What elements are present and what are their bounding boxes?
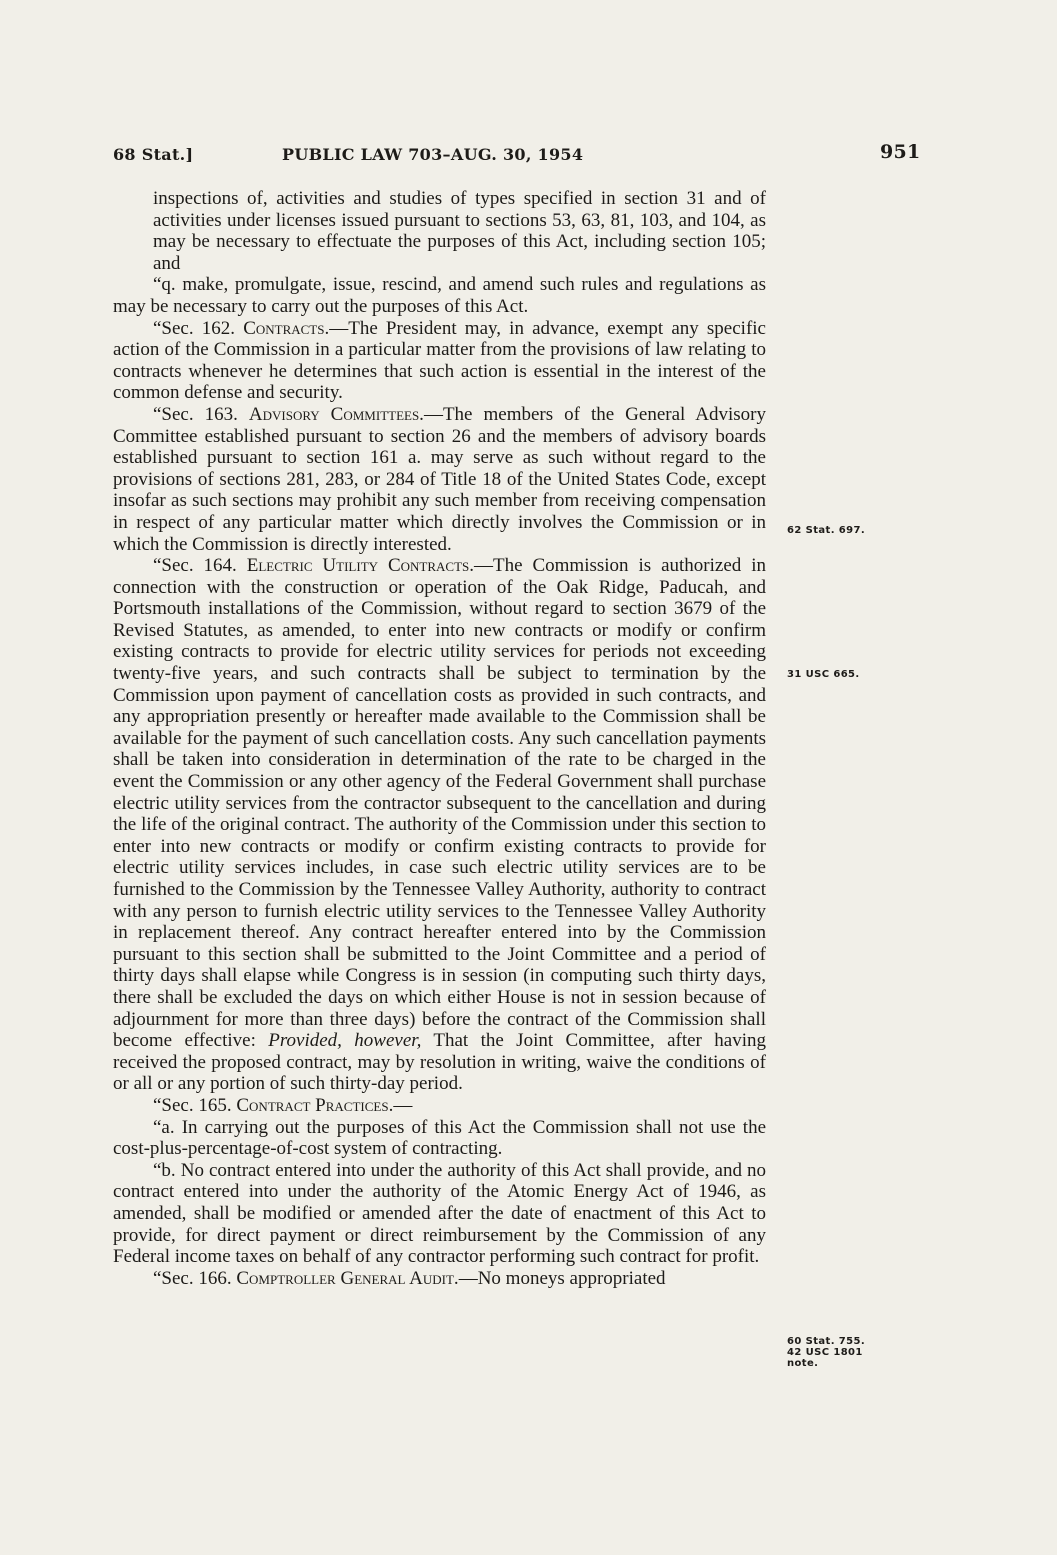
section-163-heading: Advisory Committees. — [248, 403, 424, 425]
section-165-heading: Contract Practices. — [236, 1094, 394, 1116]
section-164-text: —The Commission is authorized in connection with the construction or operation of the Oak Ridge, Paducah, and Portsmouth installations of the Commission, without regard to section 3679 of the Revised Statutes, as amended, to enter into new contracts or modify or confirm existing contracts to provide for electric utility services for periods not exceeding twenty-five years, and such contracts shall be subject to termination by the Commission upon payment of cancellation costs as provided in such contracts, and any appropriation presently or hereafter made available to the Commission shall be available for the payment of such cancellation costs. Any such cancellation payments shall be taken into consideration in determination of the rate to be charged in the event the Commission or any other agency of the Federal Government shall purchase electric utility services from the contractor subsequent to the cancellation and during the life of the original contract. The authority of the Commission under this section to enter into new contracts or modify or confirm existing contracts to provide for electric utility services includes, in case such electric utility services are to be furnished to the Commission by the Tennessee Valley Authority, authority to contract with any person to furnish electric utility services to the Tennessee Valley Authority in replacement thereof. Any contract hereafter entered into by the Commission pursuant to this section shall be submitted to the Joint Committee and a period of thirty days shall elapse while Congress is in session (in computing such thirty days, there shall be excluded the days on which either House is not in session because of adjournment for more than three days) before the contract of the Commission shall become effective: — [113, 555, 766, 1052]
section-164-number: “Sec. 164. — [153, 555, 247, 577]
margin-note-line: 60 Stat. 755. — [787, 1336, 866, 1347]
section-166-text: —No moneys appropriated — [458, 1267, 666, 1289]
margin-note-62-stat: 62 Stat. 697. — [787, 525, 866, 536]
section-163 — [113, 404, 766, 555]
section-166-heading: Comptroller General Audit. — [236, 1267, 459, 1289]
section-165-dash: — — [393, 1094, 413, 1116]
page-title: PUBLIC LAW 703–AUG. 30, 1954 — [282, 145, 584, 164]
section-163-text: —The members of the General Advisory Committee established pursuant to section 26 and the members of advisory boards established pursuant to section 161 a. may serve as such without regard to the provisions of sections 281, 283, or 284 of Title 18 of the United States Code, except insofar as such sections may prohibit any such member from receiving compensation in respect of any particular matter which directly involves the Commission or in which the Commission is directly interested. — [113, 403, 766, 555]
section-164-heading: Electric Utility Contracts. — [246, 555, 474, 577]
margin-note-line: note. — [787, 1358, 819, 1369]
section-162-text: —The President may, in advance, exempt any specific action of the Commission in a particular matter from the provisions of law relating to contracts whenever he determines that such action is essential in the interest of the common defense and security. — [113, 317, 766, 404]
statute-body — [113, 188, 766, 1289]
page-number: 951 — [880, 141, 921, 163]
section-163-number: “Sec. 163. — [153, 403, 249, 425]
section-162 — [113, 318, 766, 404]
section-166-number: “Sec. 166. — [153, 1267, 237, 1289]
margin-note-31-usc: 31 USC 665. — [787, 669, 860, 680]
section-164-text-end: That the Joint Committee, after having received the proposed contract, may by resolution in writing, waive the conditions of or all or any portion of such thirty-day period. — [113, 1030, 766, 1095]
section-162-heading: Contracts. — [243, 317, 330, 339]
section-166 — [113, 1268, 766, 1290]
margin-note-line: 42 USC 1801 — [787, 1347, 863, 1358]
section-165-number: “Sec. 165. — [153, 1094, 237, 1116]
section-164 — [113, 555, 766, 1095]
section-165 — [113, 1095, 766, 1117]
paragraph-q: “q. make, promulgate, issue, rescind, and amend such rules and regulations as may be necessary to carry out the purposes of this Act. — [113, 274, 766, 317]
section-162-number: “Sec. 162. — [153, 317, 244, 339]
statute-volume: 68 Stat.] — [113, 145, 194, 164]
paragraph-inspections: inspections of, activities and studies of types specified in section 31 and of activities under licenses issued pursuant to sections 53, 63, 81, 103, and 104, as may be necessary to effectuate the purposes of this Act, including section 105; and — [153, 188, 766, 274]
section-165-a: “a. In carrying out the purposes of this Act the Commission shall not use the cost-plus-percentage-of-cost system of contracting. — [113, 1116, 766, 1160]
section-165-b: “b. No contract entered into under the authority of this Act shall provide, and no contract entered into under the authority of the Atomic Energy Act of 1946, as amended, shall be modified or amended after the date of enactment of this Act to provide, for direct payment or direct reimbursement by the Commission of any Federal income taxes on behalf of any contractor performing such contract for profit. — [113, 1159, 766, 1268]
section-164-proviso: Provided, however, — [268, 1030, 422, 1052]
margin-note-60-stat — [787, 1336, 865, 1369]
